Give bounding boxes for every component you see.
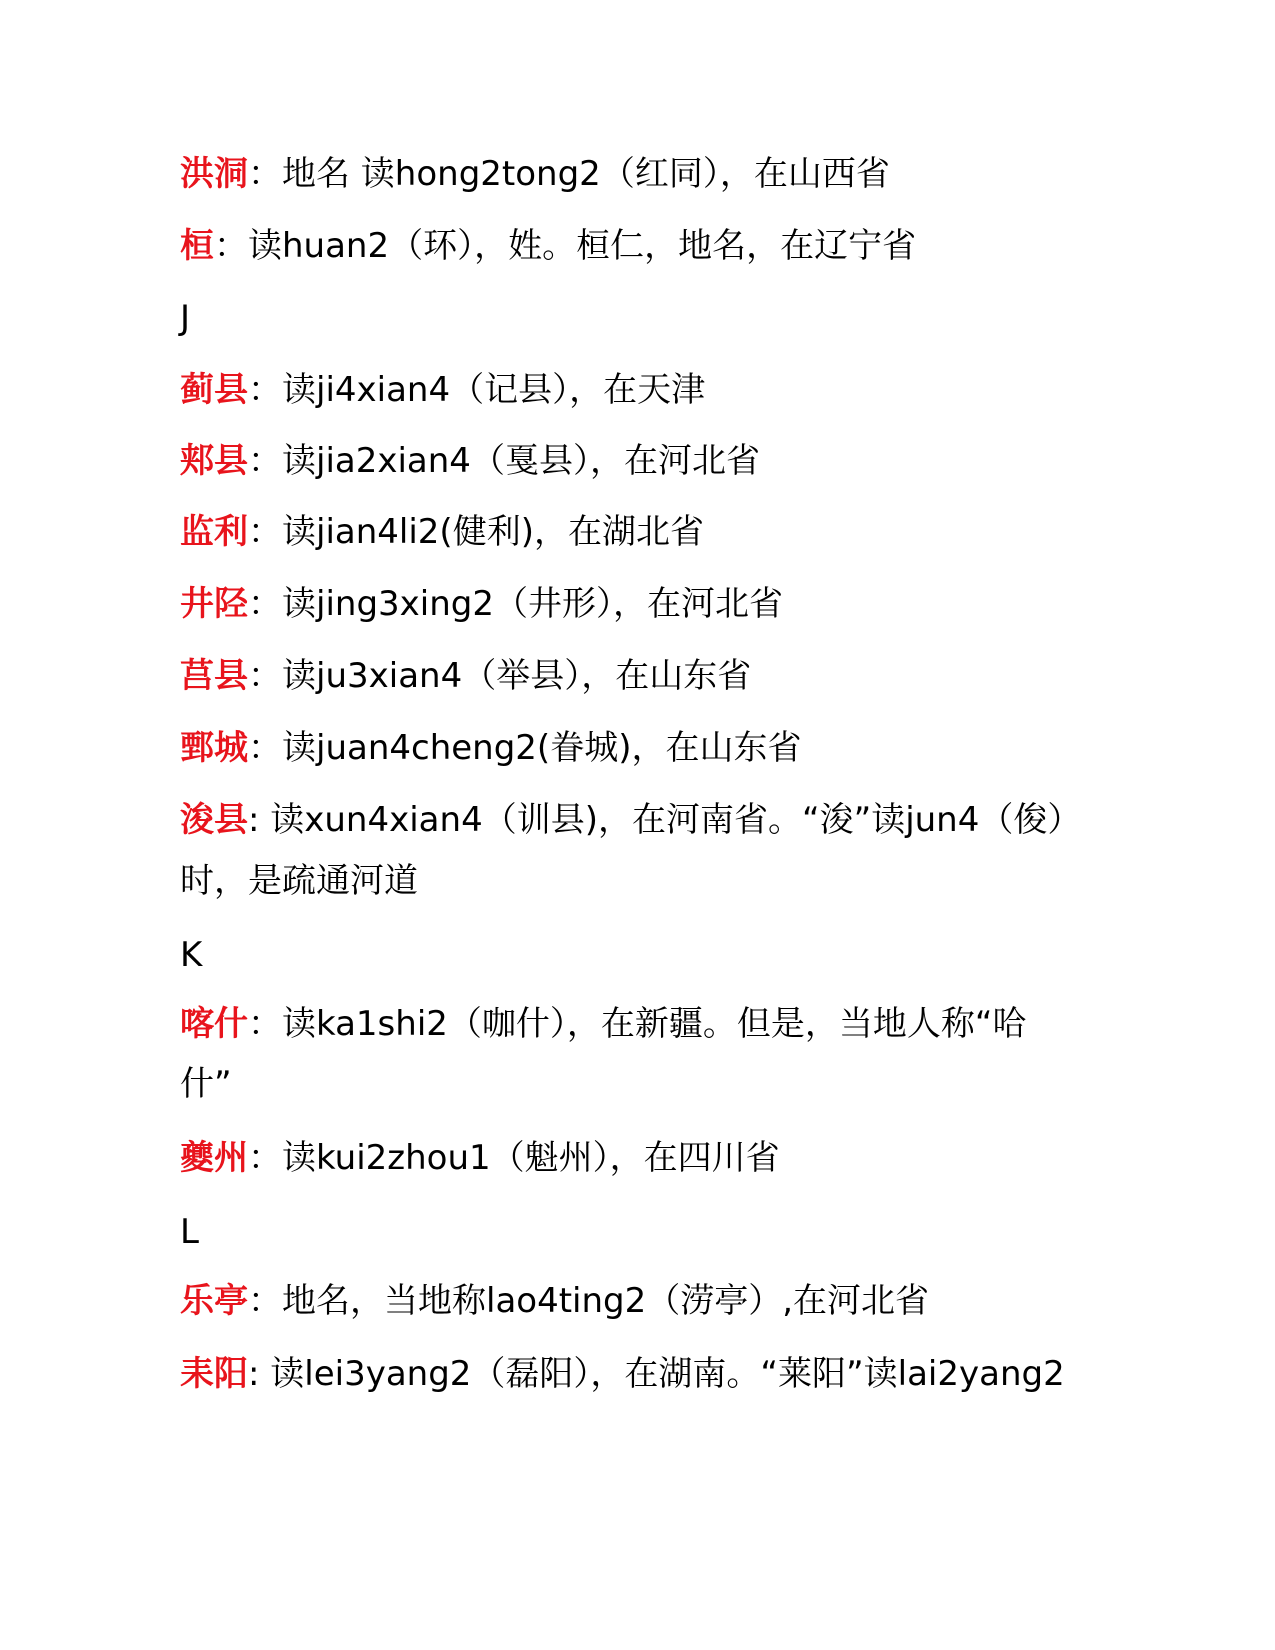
entry-term: 浚县 [180,800,248,840]
entry-description: ：地名，当地称lao4ting2（涝亭）,在河北省 [248,1281,930,1321]
entry-jiaxian [180,435,1060,487]
entry-term: 井陉 [180,584,248,624]
entry-term: 耒阳 [180,1354,248,1394]
entry-juancheng [180,722,1060,774]
entry-term: 监利 [180,512,248,552]
entry-description: ：读jia2xian4（戛县），在河北省 [248,441,760,481]
entry-juxian [180,650,1060,702]
entry-description: ：地名 读hong2tong2（红同），在山西省 [248,154,890,194]
entry-term: 莒县 [180,656,248,696]
entry-term: 洪洞 [180,154,248,194]
entry-laoting [180,1275,1060,1327]
entry-term: 桓 [180,226,214,266]
entry-jianli [180,506,1060,558]
entry-jingxing [180,578,1060,630]
entry-kashi [180,998,1060,1050]
entry-description: ：读jian4li2(健利)，在湖北省 [248,512,704,552]
entry-xunxian [180,794,1082,846]
entry-description: ：读huan2（环），姓。桓仁，地名，在辽宁省 [214,226,917,266]
entry-term: 夔州 [180,1138,248,1178]
entry-description: ：读ka1shi2（咖什），在新疆。但是，当地人称“哈 [248,1004,1027,1044]
entry-term: 鄄城 [180,728,248,768]
entry-term: 喀什 [180,1004,248,1044]
entry-description: : 读xun4xian4（训县)，在河南省。“浚”读jun4（俊） [248,800,1082,840]
entry-term: 郏县 [180,441,248,481]
entry-description: ：读kui2zhou1（魁州），在四川省 [248,1138,780,1178]
entry-term: 蓟县 [180,370,248,410]
section-letter-j: J [180,298,191,338]
entry-description: ：读ji4xian4（记县），在天津 [248,370,706,410]
entry-term: 乐亭 [180,1281,248,1321]
entry-description: ：读jing3xing2（井形），在河北省 [248,584,783,624]
entry-description: ：读juan4cheng2(眷城)，在山东省 [248,728,802,768]
entry-leiyang [180,1348,1065,1400]
entry-jixian [180,364,1060,416]
entry-description: : 读lei3yang2（磊阳），在湖南。“莱阳”读lai2yang2 [248,1354,1065,1394]
section-letter-k: K [180,935,203,975]
entry-description: ：读ju3xian4（举县），在山东省 [248,656,752,696]
entry-hongtong [180,148,1060,200]
entry-huan [180,220,1060,272]
section-letter-l: L [180,1212,199,1252]
entry-kuizhou [180,1132,1060,1184]
entry-xunxian-continuation: 时，是疏通河道 [180,861,418,901]
entry-kashi-continuation: 什” [180,1064,232,1104]
